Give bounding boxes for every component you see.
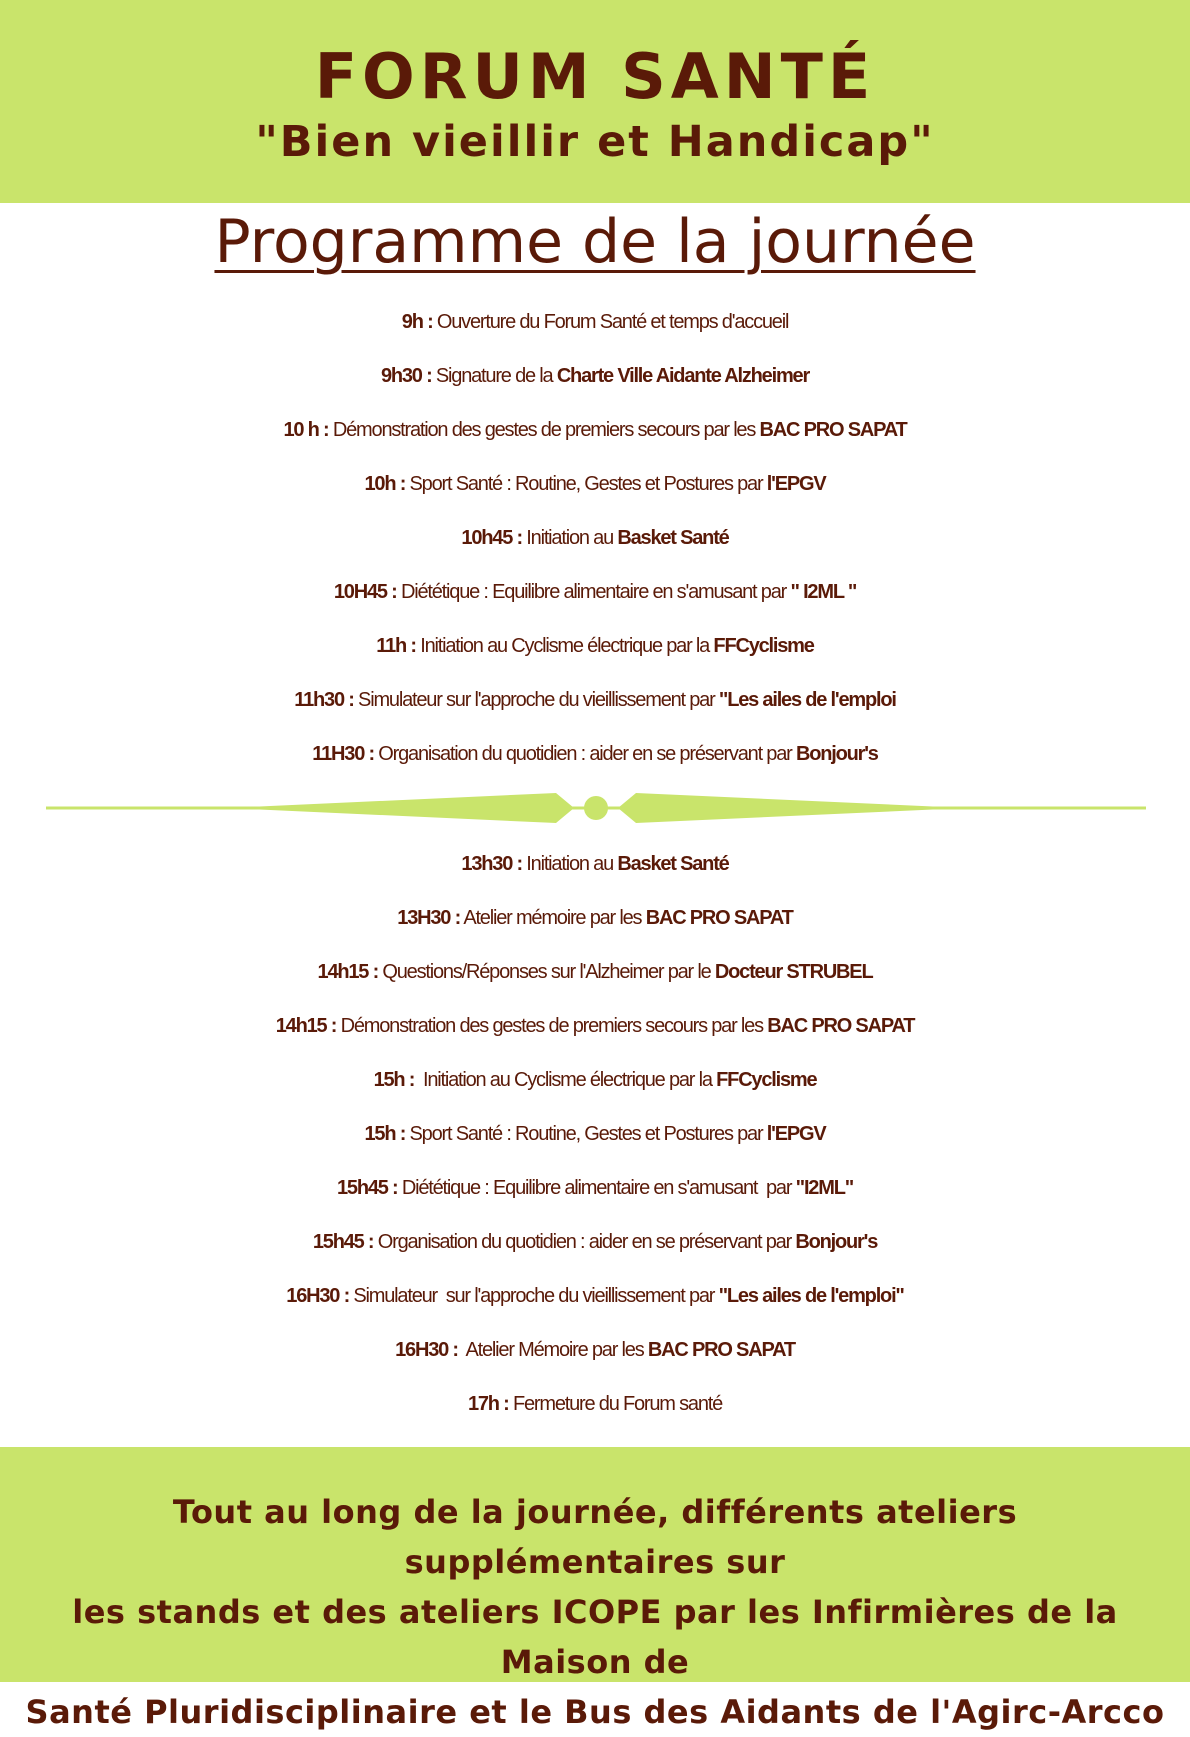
section-divider [46, 788, 1146, 828]
schedule-text: Initiation au [521, 527, 618, 549]
schedule-text: Sport Santé : Routine, Gestes et Postures par [405, 1123, 767, 1145]
schedule-time: 10h : [364, 473, 406, 495]
schedule-text: Démonstration des gestes de premiers secours par les [336, 1015, 768, 1037]
afternoon-schedule [0, 837, 1190, 1431]
schedule-item [0, 1215, 1190, 1269]
schedule-time: 10H45 : [333, 581, 397, 603]
schedule-item [0, 891, 1190, 945]
schedule-partner: Bonjour's [795, 1231, 878, 1253]
schedule-time: 10 h : [283, 419, 329, 441]
schedule-time: 11h30 : [294, 689, 354, 711]
schedule-text: Diététique : Equilibre alimentaire en s'amusant par [396, 581, 791, 603]
schedule-partner: BAC PRO SAPAT [647, 1339, 795, 1361]
schedule-item [0, 673, 1190, 727]
schedule-text: Fermeture du Forum santé [508, 1393, 723, 1415]
schedule-partner: Charte Ville Aidante Alzheimer [556, 365, 810, 387]
morning-schedule [0, 295, 1190, 781]
schedule-time: 15h : [373, 1069, 415, 1091]
schedule-partner: l'EPGV [766, 473, 826, 495]
schedule-item [0, 457, 1190, 511]
schedule-item [0, 619, 1190, 673]
schedule-text: Initiation au Cyclisme électrique par la [414, 1069, 717, 1091]
schedule-time: 16H30 : [286, 1285, 350, 1307]
schedule-partner: FFCyclisme [716, 1069, 817, 1091]
divider-dot [584, 796, 608, 820]
schedule-item [0, 1323, 1190, 1377]
schedule-partner: l'EPGV [766, 1123, 826, 1145]
schedule-item [0, 511, 1190, 565]
divider-left-diamond [226, 793, 574, 823]
schedule-partner: "I2ML" [795, 1177, 853, 1199]
schedule-item [0, 349, 1190, 403]
schedule-item [0, 403, 1190, 457]
schedule-text: Atelier mémoire par les [460, 907, 646, 929]
schedule-text: Sport Santé : Routine, Gestes et Postures par [405, 473, 767, 495]
schedule-text: Organisation du quotidien : aider en se préservant par [373, 743, 796, 765]
programme-heading: Programme de la journée [214, 207, 976, 277]
schedule-item [0, 565, 1190, 619]
page-subtitle: "Bien vieillir et Handicap" [255, 117, 935, 167]
divider-right-diamond [618, 793, 966, 823]
schedule-time: 15h : [364, 1123, 406, 1145]
schedule-partner: FFCyclisme [713, 635, 814, 657]
footer-band [0, 1447, 1190, 1731]
schedule-text: Organisation du quotidien : aider en se préservant par [373, 1231, 796, 1253]
schedule-partner: BAC PRO SAPAT [759, 419, 907, 441]
footer-note [20, 1487, 1170, 1737]
schedule-item [0, 727, 1190, 781]
footer-line: Tout au long de la journée, différents ateliers supplémentaires sur [172, 1493, 1018, 1581]
footer-line: Santé Pluridisciplinaire et le Bus des Aidants de l'Agirc-Arcco [25, 1693, 1165, 1731]
schedule-text: Signature de la [431, 365, 557, 387]
schedule-text: Simulateur sur l'approche du vieillissement par [353, 689, 719, 711]
schedule-partner: "Les ailes de l'emploi [718, 689, 896, 711]
schedule-time: 15h45 : [312, 1231, 374, 1253]
schedule-time: 14h15 : [275, 1015, 337, 1037]
schedule-item [0, 945, 1190, 999]
schedule-partner: Basket Santé [617, 853, 729, 875]
schedule-text: Simulateur sur l'approche du vieillissement par [349, 1285, 719, 1307]
schedule-time: 11h : [376, 635, 416, 657]
schedule-partner: " I2ML " [790, 581, 857, 603]
schedule-item [0, 999, 1190, 1053]
schedule-time: 10h45 : [461, 527, 522, 549]
schedule-partner: BAC PRO SAPAT [767, 1015, 915, 1037]
schedule-text: Initiation au Cyclisme électrique par la [415, 635, 714, 657]
schedule-time: 13H30 : [397, 907, 461, 929]
schedule-text: Démonstration des gestes de premiers secours par les [328, 419, 760, 441]
schedule-time: 9h30 : [380, 365, 432, 387]
schedule-item [0, 1107, 1190, 1161]
schedule-text: Initiation au [521, 853, 618, 875]
schedule-item [0, 1269, 1190, 1323]
schedule-item [0, 1053, 1190, 1107]
schedule-time: 9h : [401, 311, 433, 333]
schedule-partner: "Les ailes de l'emploi" [718, 1285, 904, 1307]
schedule-partner: Bonjour's [795, 743, 878, 765]
schedule-text: Ouverture du Forum Santé et temps d'accueil [432, 311, 789, 333]
schedule-time: 11H30 : [312, 743, 374, 765]
schedule-partner: Docteur STRUBEL [714, 961, 873, 983]
schedule-time: 16H30 : [395, 1339, 458, 1361]
schedule-time: 13h30 : [461, 853, 522, 875]
schedule-time: 14h15 : [317, 961, 379, 983]
schedule-item [0, 295, 1190, 349]
schedule-text: Questions/Réponses sur l'Alzheimer par le [378, 961, 715, 983]
schedule-partner: Basket Santé [617, 527, 729, 549]
schedule-time: 15h45 : [336, 1177, 398, 1199]
schedule-item [0, 837, 1190, 891]
schedule-text: Atelier Mémoire par les [457, 1339, 648, 1361]
footer-line: les stands et des ateliers ICOPE par les Infirmières de la Maison de [72, 1593, 1118, 1681]
header-band [0, 0, 1190, 203]
schedule-text: Diététique : Equilibre alimentaire en s'amusant par [397, 1177, 796, 1199]
schedule-partner: BAC PRO SAPAT [645, 907, 793, 929]
schedule-time: 17h : [467, 1393, 509, 1415]
schedule-item [0, 1377, 1190, 1431]
page-title: FORUM SANTÉ [314, 40, 876, 113]
schedule-item [0, 1161, 1190, 1215]
